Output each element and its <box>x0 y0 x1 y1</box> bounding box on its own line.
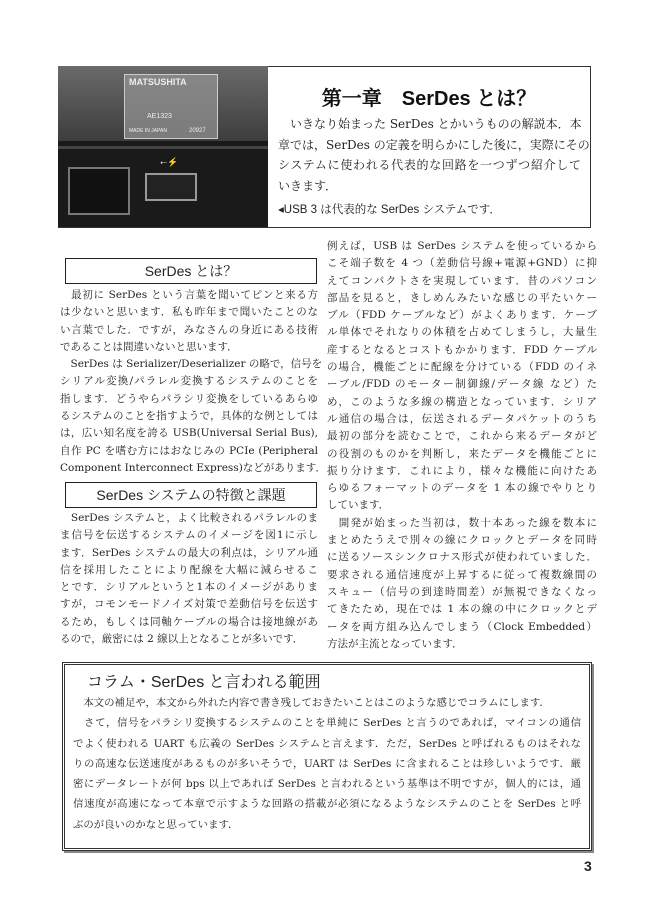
text-line: 産するとなるとコストもかかります．FDD ケーブル <box>327 343 597 356</box>
text-line: ル単体でそれなりの体積を占めてしまうし，大量生 <box>327 326 597 339</box>
text-line: 方法が主流となっています． <box>327 637 463 650</box>
text-line: SerDes システムと，よく比較されるパラレルのま <box>60 512 318 524</box>
page-number: 3 <box>584 858 592 874</box>
text-line: しています． <box>327 499 390 512</box>
text-line: 自作 PC を嗜む方にはおなじみの PCIe (Peripheral <box>60 444 318 457</box>
text-line: 信速度が高速になって本章で示すような回路の搭載が必須になるようなシステムのことを SerDes と呼 <box>73 798 581 811</box>
text-line: いきます． <box>278 178 338 193</box>
text-line: りの高速な伝送速度があるものが多いそうで，UART は SerDes に含まれることは珍しいようです．厳 <box>73 757 581 770</box>
text-line: 章では，SerDes の定義を明らかにした後に，実際にその <box>278 137 590 152</box>
section-heading-serdes: SerDes とは？ <box>65 258 317 284</box>
text-line: め，このような多線の構造となっています．シリア <box>327 395 597 408</box>
photo-label: AE1323 <box>147 113 172 120</box>
text-line: 要求される通信速度が上昇するに従って複数線間の <box>327 568 597 581</box>
text-line: ま信号を伝送するシステムのイメージを図1に示し <box>60 529 318 542</box>
column-title: コラム・SerDes と言われる範囲 <box>87 674 321 691</box>
usb-icon: ⭠⚡ <box>160 158 179 168</box>
text-line: まとめたうえで別々の線にクロックとデータを同時 <box>327 534 597 547</box>
text-line: システムに使われる代表的な回路を一つずつ紹介して <box>278 158 581 173</box>
column-box <box>62 662 592 851</box>
text-line: スキュー（信号の到達時間差）が無視できなくなっ <box>327 585 597 598</box>
relay-component <box>124 74 218 139</box>
text-line: Component Interconnect Express)などがあります． <box>60 461 326 474</box>
text-line: 振り分けます．これにより，様々な機能に向けたあ <box>327 464 597 477</box>
text-line: すが，コモンモードノイズ対策で差動信号を伝送す <box>60 598 318 611</box>
text-line: 信を採用したことにより配線を大幅に減らせるこ <box>60 563 318 576</box>
text-line: 最初に SerDes という言葉を聞いてピンと来る方 <box>60 289 318 301</box>
text-line: 最初の部分を読むことで，これから来るデータがど <box>327 430 597 443</box>
text-line: るので，厳密には 2 線以上となることが多いです． <box>60 633 304 646</box>
text-line: ます．SerDes システムの最大の利点は，シリアル通 <box>60 546 318 559</box>
text-line: 例えば，USB は SerDes システムを使っているから <box>327 240 597 252</box>
section1-body <box>60 287 326 477</box>
text-line: の役割のものかを判断し，来たデータを機能ごとに <box>327 447 597 460</box>
text-line: 本文の補足や，本文から外れた内容で書き残しておきたいことはこのような感じでコラムにします． <box>73 697 550 709</box>
column-body <box>73 693 581 835</box>
photo-label: 20927 <box>189 128 206 134</box>
right-column-body <box>327 238 597 653</box>
text-line: らゆるフォーマットのデータを 1 本の線でやりとり <box>327 482 597 495</box>
chapter-lead <box>278 114 590 196</box>
text-line: えてコンパクトさを実現しています．昔のパソコン <box>327 274 597 287</box>
text-line: でよく使われる UART も広義の SerDes システムと言えます．ただ，SerDes と呼ばれるものはそれな <box>73 737 581 750</box>
photo-label: MATSUSHITA <box>129 77 187 87</box>
text-line: ータを両方組み込んでしまう（Clock Embedded） <box>327 620 597 633</box>
text-line: SerDes は Serializer/Deserializer の略で，信号を <box>60 358 323 371</box>
section2-body <box>60 510 318 648</box>
text-line: は，広い知名度を誇る USB(Universal Serial Bus), <box>60 427 318 440</box>
photo-caption: ◂USB 3 は代表的な SerDes システムです． <box>278 204 501 216</box>
usb-port <box>145 173 197 201</box>
text-line: ーブル/FDD のモーター制御線/データ線 など）た <box>327 378 597 391</box>
text-line: は少ないと思います．私も昨年まで聞いたことのな <box>60 306 318 319</box>
text-line: 部品を見ると，きしめんみたいな感じの平たいケー <box>327 291 597 304</box>
text-line: に送るソースシンクロナス形式が使われていました． <box>327 551 597 564</box>
text-line: 指します．どうやらパラシリ変換をしているあらゆ <box>60 392 318 405</box>
text-line: とです．シリアルというと1本のイメージがありま <box>60 581 318 594</box>
text-line: ぶのが良いのかなと思っています． <box>73 818 239 831</box>
photo-label: MADE IN JAPAN <box>129 128 167 134</box>
text-line: の場合，機能ごとに配線を分けている（FDD のイネ <box>327 361 597 374</box>
text-line: こそ端子数を 4 つ（差動信号線+電源+GND）に抑 <box>327 257 597 270</box>
text-line: 開発が始まった当初は，数十本あった線を数本に <box>327 516 597 529</box>
text-line: い言葉でした．ですが，みなさんの身近にある技術 <box>60 323 318 336</box>
text-line: てきたため，現在では 1 本の線の中にクロックとデ <box>327 603 597 616</box>
usb-port-photo <box>58 66 268 227</box>
ethernet-port <box>68 167 130 215</box>
text-line: シリアル変換/パラレル変換するシステムのことを <box>60 375 318 388</box>
text-line: ブル（FDD ケーブルなど）がよくあります．ケーブ <box>327 309 597 322</box>
text-line: であることは間違いないと思います． <box>60 340 238 353</box>
text-line: るシステムのことを指すようで，具体的な例としては <box>60 410 318 423</box>
chapter-title: 第一章 SerDes とは？ <box>321 88 537 110</box>
text-line: るため，もしくは同軸ケーブルの場合は接地線があ <box>60 615 318 628</box>
text-line: さて，信号をパラシリ変換するシステムのことを単純に SerDes と言うのであれば，マイコンの通信 <box>73 717 581 730</box>
section-heading-features: SerDes システムの特徴と課題 <box>65 482 317 508</box>
text-line: 密にデータレートが何 bps 以上であれば SerDes と言われるという基準は不明ですが，個人的には，通 <box>73 778 581 791</box>
text-line: いきなり始まった SerDes とかいうものの解説本．本 <box>278 117 582 131</box>
text-line: ル通信の場合は，伝送されるデータパケットのうち <box>327 412 597 425</box>
